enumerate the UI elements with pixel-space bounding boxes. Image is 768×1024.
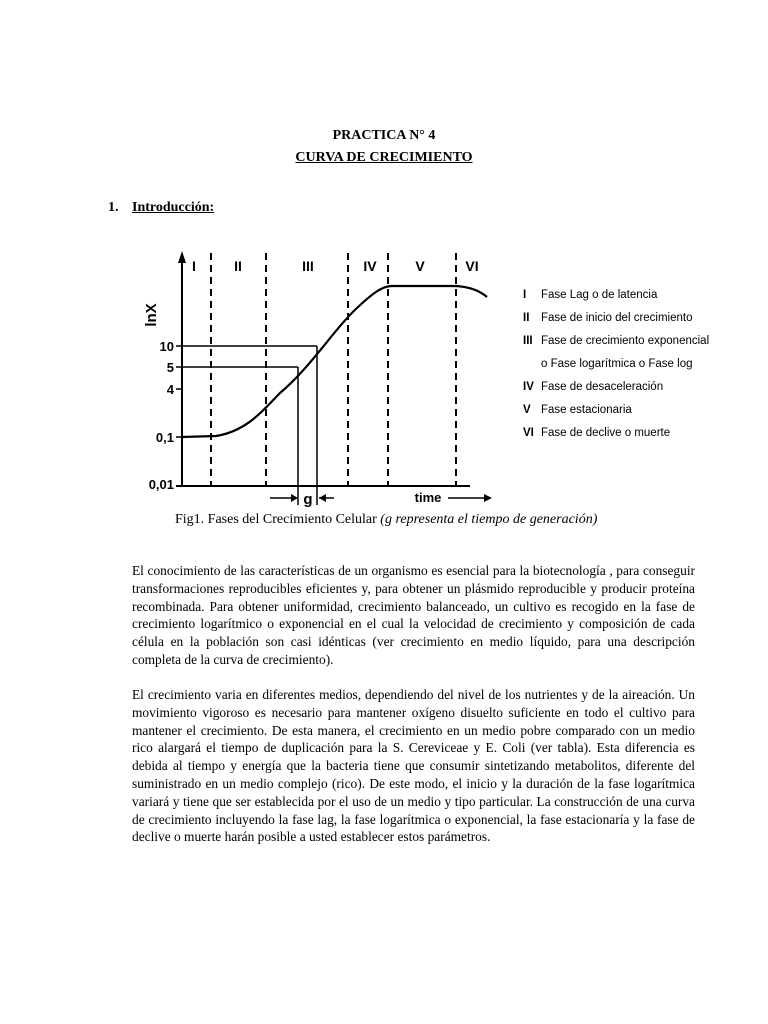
legend-number: II <box>523 312 530 324</box>
legend-number: IV <box>523 381 534 393</box>
growth-curve <box>182 286 487 437</box>
y-axis-arrowhead <box>178 251 186 263</box>
phase-label: III <box>302 258 314 274</box>
legend-text: Fase de inicio del crecimiento <box>541 312 693 324</box>
phase-label: V <box>415 258 425 274</box>
y-axis-label: lnX <box>143 303 160 327</box>
legend-text: Fase estacionaria <box>541 404 632 416</box>
g-label: g <box>303 491 313 508</box>
y-tick-label: 0,1 <box>155 430 174 445</box>
section-heading <box>108 200 214 216</box>
time-indicator <box>415 490 492 505</box>
y-tick-label: 0,01 <box>148 477 174 492</box>
legend-item <box>523 378 709 401</box>
legend-number: III <box>523 335 533 347</box>
body-paragraph: El crecimiento varia en diferentes medios, dependiendo del nivel de los nutrientes y de la aireación. Un movimiento vigoroso es necesario para mantener oxígeno disuelto suficiente en todo el cultivo para mantener el crecimiento. De esta manera, el crecimiento en un medio pobre comparado con un medio rico alargará el tiempo de duplicación para la S. Cereviceae y E. Coli (ver tabla). Esta diferencia es debida al tiempo y energía que la bacteria tiene que consumir sintetizando metabolitos, diferente del suministrado en un medio complejo (rico). De este modo, el inicio y la duración de la fase logarítmica variará y tiene que ser establecida por el uso de un medio y tipo particular. La construcción de una curva de crecimiento incluyendo la fase lag, la fase logarítmica o exponencial, la fase estacionaría y la fase de declive o muerte harán posible a usted establecer estos parámetros. <box>132 687 695 845</box>
reference-lines <box>182 346 317 505</box>
legend-number: VI <box>523 427 534 439</box>
legend-item <box>523 332 709 355</box>
phase-label: I <box>192 258 196 274</box>
legend-item <box>523 424 709 447</box>
phase-labels <box>192 258 479 274</box>
legend-item <box>523 286 709 309</box>
legend-text: o Fase logarítmica o Fase log <box>541 358 693 370</box>
figure-caption <box>175 512 597 528</box>
caption-main: Fig1. Fases del Crecimiento Celular <box>175 512 381 527</box>
y-tick-label: 4 <box>166 382 174 397</box>
y-tick-label: 10 <box>159 339 174 354</box>
phase-label: VI <box>465 258 479 274</box>
section-number: 1. <box>108 200 119 215</box>
phase-legend <box>523 286 709 447</box>
legend-number: V <box>523 404 531 416</box>
y-tick-label: 5 <box>166 360 174 375</box>
legend-text: Fase de declive o muerte <box>541 427 671 439</box>
legend-item <box>523 355 709 378</box>
phase-separators <box>211 253 456 486</box>
phase-label: II <box>234 258 242 274</box>
section-label: Introducción: <box>132 200 215 215</box>
y-ticks <box>149 339 182 492</box>
page-title: PRACTICA N° 4 <box>332 128 436 143</box>
legend-item <box>523 309 709 332</box>
caption-italic: (g representa el tiempo de generación) <box>380 512 598 527</box>
page-subtitle: CURVA DE CRECIMIENTO <box>295 150 473 165</box>
legend-text: Fase de desaceleración <box>541 381 664 393</box>
g-indicator <box>270 491 334 508</box>
legend-number: I <box>523 289 527 301</box>
body-paragraph: El conocimiento de las características de un organismo es esencial para la biotecnología , para conseguir transformaciones reproducibles eficientes y, para obtener un plásmido reproducible y producir proteína recombinada. Para obtener uniformidad, crecimiento balanceado, un cultivo es recogido en la fase de crecimiento logarítmico o exponencial en el cual la velocidad de crecimiento y composición de cada célula en la población son casi idénticas (ver crecimiento en medio líquido, para una descripción completa de la curva de crecimiento). <box>132 563 695 667</box>
legend-text: Fase de crecimiento exponencial <box>541 335 710 347</box>
phase-label: IV <box>363 258 377 274</box>
legend-item <box>523 401 709 424</box>
time-label: time <box>414 490 442 505</box>
legend-text: Fase Lag o de latencia <box>541 289 658 301</box>
growth-curve-figure <box>130 243 500 508</box>
